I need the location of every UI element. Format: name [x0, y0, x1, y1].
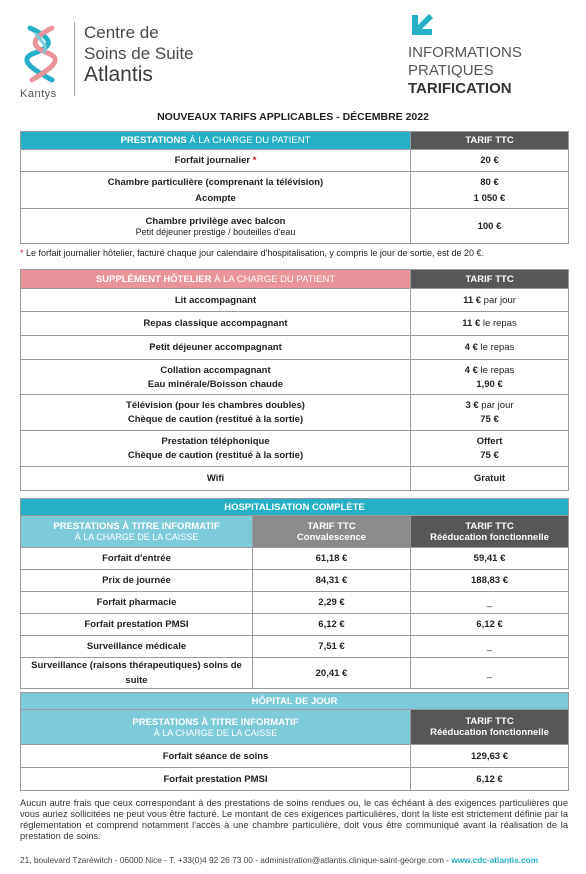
table-row	[21, 467, 569, 491]
info-title	[408, 44, 522, 98]
header-services: PRESTATIONS À TITRE INFORMATIF À LA CHARGE DE LA CAISSE	[21, 516, 253, 548]
row-label: Forfait d'entrée	[21, 548, 253, 570]
arrow-down-left-icon	[408, 11, 436, 39]
row-label: Télévision (pour les chambres doubles) Chèque de caution (restitué à la sortie)	[21, 395, 411, 431]
table-row	[21, 658, 569, 689]
row-value: Gratuit	[411, 467, 569, 491]
center-name-line3: Atlantis	[84, 63, 153, 86]
table-row	[21, 592, 569, 614]
full-hospitalization-table	[20, 498, 569, 689]
row-label: Prestation téléphonique Chèque de caution (restitué à la sortie)	[21, 431, 411, 467]
row-value: 4 € le repas	[411, 336, 569, 360]
row-label: Petit déjeuner accompagnant	[21, 336, 411, 360]
table-row	[21, 745, 569, 768]
header-price: TARIF TTC	[411, 132, 569, 150]
row-value-conv: 7,51 €	[253, 636, 411, 658]
row-label: Chambre privilège avec balcon Petit déjeuner prestige / bouteilles d'eau	[21, 209, 411, 244]
info-line1: INFORMATIONS	[408, 44, 522, 61]
kantys-logo-icon	[22, 24, 62, 84]
row-label: Forfait séance de soins	[21, 745, 411, 768]
band-day-hospital: HÔPITAL DE JOUR	[21, 693, 569, 710]
row-value-reed: 6,12 €	[411, 614, 569, 636]
website-link[interactable]: www.cdc-atlantis.com	[451, 855, 539, 865]
table-row	[21, 614, 569, 636]
section-band	[21, 499, 569, 516]
hotel-supplement-table	[20, 269, 569, 491]
table-row	[21, 395, 569, 431]
table-row	[21, 336, 569, 360]
table-row	[21, 289, 569, 312]
row-value: 129,63 €	[411, 745, 569, 768]
table-header	[21, 710, 569, 745]
header-supplement: SUPPLÉMENT HÔTELIER À LA CHARGE DU PATIENT	[21, 270, 411, 289]
row-value-conv: 61,18 €	[253, 548, 411, 570]
row-label: Forfait prestation PMSI	[21, 614, 253, 636]
row-value-conv: 20,41 €	[253, 658, 411, 689]
patient-charges-table	[20, 131, 569, 244]
table-row	[21, 768, 569, 791]
row-value-reed: 59,41 €	[411, 548, 569, 570]
center-name-line2: Soins de Suite	[84, 44, 194, 63]
header-divider	[74, 22, 75, 96]
table-row	[21, 209, 569, 244]
row-value: 4 € le repas 1,90 €	[411, 360, 569, 395]
row-value-conv: 2,29 €	[253, 592, 411, 614]
footer-address	[20, 855, 580, 865]
row-value: 3 € par jour 75 €	[411, 395, 569, 431]
info-line2: PRATIQUES	[408, 62, 494, 79]
row-label: Chambre particulière (comprenant la télévision) Acompte	[21, 172, 411, 209]
brand-name: Kantys	[20, 88, 57, 100]
row-label: Surveillance médicale	[21, 636, 253, 658]
row-label: Forfait pharmacie	[21, 592, 253, 614]
header-services: PRESTATIONS À LA CHARGE DU PATIENT	[21, 132, 411, 150]
table-row	[21, 312, 569, 336]
table-row	[21, 636, 569, 658]
table-row	[21, 172, 569, 209]
row-value: Offert 75 €	[411, 431, 569, 467]
row-value-conv: 84,31 €	[253, 570, 411, 592]
row-value-conv: 6,12 €	[253, 614, 411, 636]
row-label: Forfait prestation PMSI	[21, 768, 411, 791]
center-name-line1: Centre de	[84, 23, 159, 42]
table-header	[21, 132, 569, 150]
section-band	[21, 693, 569, 710]
row-value: 100 €	[411, 209, 569, 244]
row-value: 11 € le repas	[411, 312, 569, 336]
row-value: 20 €	[411, 150, 569, 172]
row-label: Collation accompagnant Eau minérale/Boisson chaude	[21, 360, 411, 395]
daily-fee-note: * Le forfait journalier hôtelier, facturé chaque jour calendaire d'hospitalisation, y compris le jour de sortie, est de 20 €.	[20, 248, 484, 258]
row-value-reed: _	[411, 592, 569, 614]
row-label: Wifi	[21, 467, 411, 491]
center-name	[84, 22, 194, 85]
header-convalescence: TARIF TTC Convalescence	[253, 516, 411, 548]
footer-disclaimer: Aucun autre frais que ceux correspondant à des prestations de soins rendues ou, le cas échéant à des exigences particulières que vous auriez sollicitées ne peut vous être facturé. Le montant de ces exigences particulières, dont la liste est strictement définie par la réglementation et comprend notamment l'accès à une chambre particulière, doit vous être communiqué avant la réalisation de la prestation de soins.	[20, 798, 568, 841]
header-reeducation: TARIF TTC Rééducation fonctionnelle	[411, 710, 569, 745]
row-value-reed: _	[411, 658, 569, 689]
page-subtitle: NOUVEAUX TARIFS APPLICABLES - DÉCEMBRE 2022	[157, 111, 429, 123]
band-full-hospitalization: HOSPITALISATION COMPLÈTE	[21, 499, 569, 516]
page-header	[0, 0, 586, 110]
header-price: TARIF TTC	[411, 270, 569, 289]
table-header	[21, 516, 569, 548]
header-reeducation: TARIF TTC Rééducation fonctionnelle	[411, 516, 569, 548]
header-services: PRESTATIONS À TITRE INFORMATIF À LA CHARGE DE LA CAISSE	[21, 710, 411, 745]
row-label: Lit accompagnant	[21, 289, 411, 312]
row-value: 11 € par jour	[411, 289, 569, 312]
address-text: 21, boulevard Tzaréwitch - 06000 Nice - T. +33(0)4 92 26 73 00 - administration@atlantis.clinique-saint-george.com -	[20, 855, 452, 865]
day-hospital-table	[20, 692, 569, 791]
table-row	[21, 360, 569, 395]
row-label: Repas classique accompagnant	[21, 312, 411, 336]
row-value-reed: _	[411, 636, 569, 658]
row-value: 80 € 1 050 €	[411, 172, 569, 209]
row-label: Prix de journée	[21, 570, 253, 592]
row-value: 6,12 €	[411, 768, 569, 791]
table-header	[21, 270, 569, 289]
row-label: Forfait journalier *	[21, 150, 411, 172]
info-line3: TARIFICATION	[408, 80, 512, 97]
table-row	[21, 431, 569, 467]
row-label: Surveillance (raisons thérapeutiques) soins de suite	[21, 658, 253, 689]
table-row	[21, 548, 569, 570]
table-row	[21, 570, 569, 592]
row-value-reed: 188,83 €	[411, 570, 569, 592]
table-row	[21, 150, 569, 172]
